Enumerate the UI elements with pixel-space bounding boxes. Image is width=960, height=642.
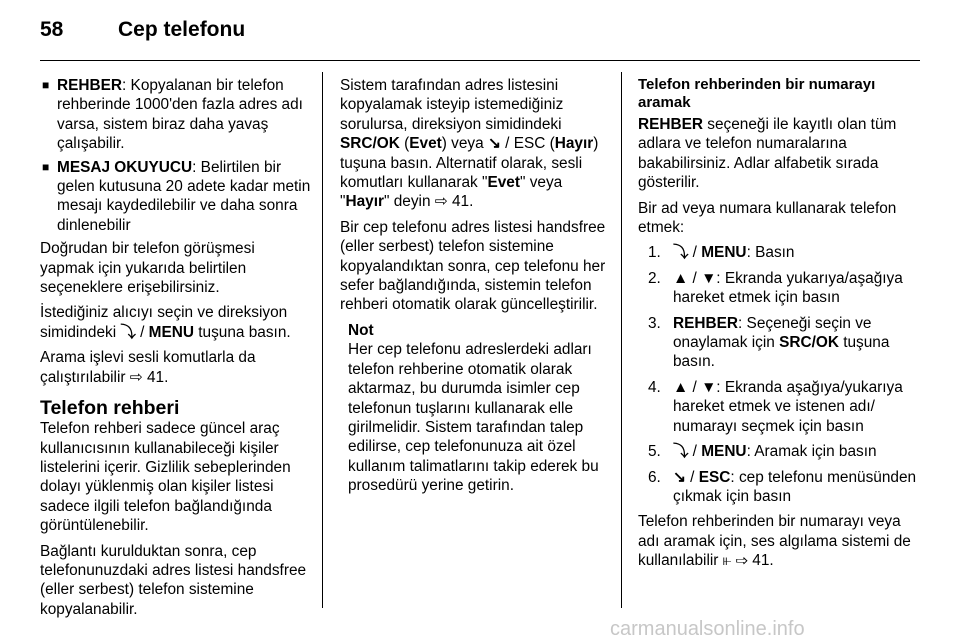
page-title: Cep telefonu [118, 18, 246, 41]
phone-call-icon: ⤵ [673, 443, 689, 461]
step-1: 1. ⤵ / MENU: Basın [648, 244, 795, 262]
step-5: 5. ⤵ / MENU: Aramak için basın [648, 443, 877, 461]
reference-arrow-icon: ⇨ [735, 552, 748, 570]
paragraph: Bağlantı kurulduktan sonra, cep telefonunuzdaki adres listesi handsfree (eller serbest) telefon sistemine kopyalanabilir. [40, 542, 307, 618]
arrow-down-icon: ▼ [701, 269, 717, 287]
paragraph: Telefon rehberi sadece güncel araç kullanıcısının kullanabileceği kişiler listelerini içerir. Gizlilik sebeplerinden dolayı yüklenmiş olan kişiler listesi sadece ilgili telefon bağlandığında görüntülenebilir. [40, 420, 291, 535]
phone-hangup-icon: ↘ [673, 468, 686, 486]
paragraph: Arama işlevi sesli komutlarla da çalıştırılabilir ⇨ 41. [40, 349, 256, 386]
bullet-rehber: ■ REHBER: Kopyalanan bir telefon rehberinde 1000'den fazla adres adı varsa, sistem biraz daha yavaş çalışabilir. [42, 77, 303, 153]
voice-icon: ⫦ [722, 552, 732, 570]
paragraph: Sistem tarafından adres listesini kopyalamak isteyip istemediğiniz sorulursa, direksiyon simidindeki SRC/OK (Evet) veya ↘ / ESC (Hayır) tuşuna basın. Alternatif olarak, sesli komutları kullanarak "Evet" veya "Hayır" deyin ⇨ 41. [340, 77, 599, 211]
column-1 [40, 76, 312, 625]
reference-arrow-icon: ⇨ [129, 368, 143, 386]
paragraph: Telefon rehberinden bir numarayı veya adı aramak için, ses algılama sistemi de kullanılabilir ⫦ ⇨ 41. [638, 513, 911, 570]
note-text: Her cep telefonu adreslerdeki adları telefon rehberine otomatik olarak aktarmaz, bu durumda isimler cep telefonun tuşlarını kullanarak elle girilmelidir. Sistem tarafından talep edilirse, cep telefonunuza ait özel kullanım talimatlarını takip ederek bu prosedürü yerine getirin. [348, 341, 599, 495]
column-2 [340, 76, 610, 496]
section-heading: Telefon rehberi [40, 397, 180, 420]
subsection-heading: Telefon rehberinden bir numarayı aramak [638, 76, 876, 111]
column-3 [638, 76, 920, 577]
step-6: 6. ↘ / ESC: cep telefonu menüsünden çıkmak için basın [648, 468, 917, 505]
note-box [340, 321, 610, 496]
column-divider-2 [621, 72, 622, 608]
paragraph: Doğrudan bir telefon görüşmesi yapmak için yukarıda belirtilen seçeneklere erişebilirsiniz. [40, 240, 255, 297]
arrow-up-icon: ▲ [673, 269, 689, 287]
reference-arrow-icon: ⇨ [434, 193, 448, 211]
bullet-square-icon: ■ [42, 159, 50, 174]
note-title: Not [348, 321, 374, 339]
paragraph: REHBER seçeneği ile kayıtlı olan tüm adlara ve telefon numaralarına bakabilirsiniz. Adlar alfabetik sırada gösterilir. [638, 116, 897, 192]
phone-call-icon: ⤵ [673, 244, 689, 262]
paragraph: İstediğiniz alıcıyı seçin ve direksiyon simidindeki ⤵ / MENU tuşuna basın. [40, 304, 291, 341]
bullet-mesaj-okuyucu: ■ MESAJ OKUYUCU: Belirtilen bir gelen kutusuna 20 adete kadar metin mesajı kaydedilebilir ve daha sonra dinlenebilir [42, 158, 311, 234]
step-3: 3. REHBER: Seçeneği seçin ve onaylamak için SRC/OK tuşuna basın. [648, 314, 890, 371]
bullet-square-icon: ■ [42, 78, 50, 92]
column-divider-1 [322, 72, 323, 608]
step-2: 2. ▲ / ▼: Ekranda yukarıya/aşağıya hareket etmek için basın [648, 269, 903, 307]
paragraph: Bir ad veya numara kullanarak telefon etmek: [638, 199, 897, 237]
step-4: 4. ▲ / ▼: Ekranda aşağıya/yukarıya hareket etmek ve istenen adı/ numarayı seçmek için basın [648, 378, 903, 435]
phone-hangup-icon: ↘ [487, 135, 501, 153]
arrow-up-icon: ▲ [673, 378, 689, 396]
page-header [40, 18, 920, 50]
watermark: carmanualsonline.info [610, 618, 805, 640]
paragraph: Bir cep telefonu adres listesi handsfree (eller serbest) telefon sistemine kopyalandıktan sonra, cep telefonu her sefer bağlandığında, sistemin telefon rehberi otomatik olarak güncelleştirilir. [340, 218, 606, 314]
header-rule [40, 60, 920, 61]
phone-call-icon: ⤵ [120, 323, 136, 341]
arrow-down-icon: ▼ [701, 378, 717, 396]
page-number: 58 [40, 18, 64, 41]
